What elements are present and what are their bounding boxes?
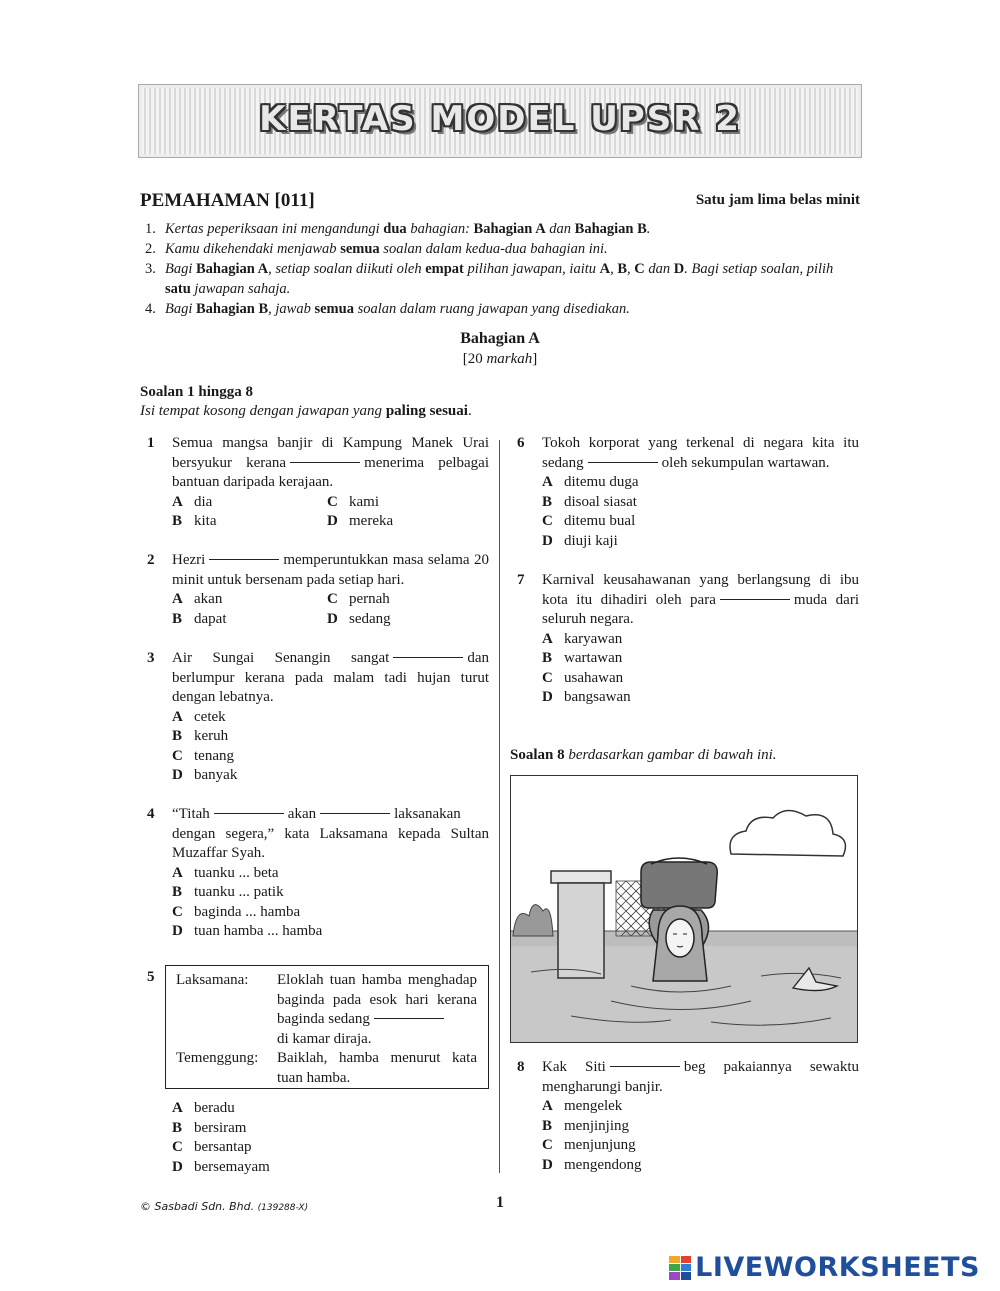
- question-1: 1 Semua mangsa banjir di Kampung Manek Urai bersyukur kerana menerima pelbagai bantuan daripada kerajaan. A dia C kami B kita D mereka: [147, 434, 489, 532]
- option-b[interactable]: B wartawan: [542, 650, 623, 666]
- flood-illustration: [510, 775, 858, 1043]
- option-c[interactable]: C usahawan: [542, 669, 624, 686]
- question-6: 6 Tokoh korporat yang terkenal di negara kita itu sedang oleh sekumpulan wartawan. A ditemu duga B disoal siasat C ditemu bual D diuji kaji: [517, 434, 859, 551]
- question-7: 7 Karnival keusahawanan yang berlangsung di ibu kota itu dihadiri oleh para muda dari seluruh negara. A karyawan B wartawan C usahawan D bangsawan: [517, 571, 859, 708]
- option-a[interactable]: A akan: [172, 591, 223, 607]
- option-d[interactable]: D bersemayam: [172, 1158, 270, 1175]
- option-c[interactable]: C pernah: [327, 591, 390, 607]
- answer-blank[interactable]: [374, 1018, 444, 1019]
- option-d[interactable]: D bangsawan: [542, 689, 631, 705]
- option-a[interactable]: A karyawan: [542, 630, 623, 647]
- option-c[interactable]: C menjunjung: [542, 1137, 636, 1153]
- question-8-intro: Soalan 8 berdasarkan gambar di bawah ini.: [510, 747, 777, 763]
- questions-range-title: Soalan 1 hingga 8: [140, 384, 253, 400]
- speaker-label: Temenggung:: [176, 1050, 259, 1066]
- answer-blank[interactable]: [209, 559, 279, 560]
- option-d[interactable]: D sedang: [327, 610, 391, 627]
- section-marks: [20 markah]: [462, 351, 538, 367]
- banner-title: KERTAS MODEL UPSR 2: [259, 99, 741, 139]
- column-divider: [499, 440, 500, 1173]
- question-5-options: [147, 1099, 489, 1177]
- option-b[interactable]: B menjinjing: [542, 1117, 629, 1134]
- questions-instruction: Isi tempat kosong dengan jawapan yang paling sesuai.: [140, 403, 472, 419]
- option-d[interactable]: D mereka: [327, 513, 394, 529]
- instruction-item: 4. Bagi Bahagian B, jawab semua soalan dalam ruang jawapan yang disediakan.: [145, 301, 630, 317]
- question-2: 2 Hezri memperuntukkan masa selama 20 minit untuk bersenam pada setiap hari. A akan C pernah B dapat D sedang: [147, 551, 489, 629]
- option-b[interactable]: B dapat: [172, 610, 227, 627]
- option-d[interactable]: D diuji kaji: [542, 532, 618, 549]
- instruction-item: 2. Kamu dikehendaki menjawab semua soalan dalam kedua-dua bahagian ini.: [145, 241, 608, 257]
- liveworksheets-wordmark: LIVEWORKSHEETS: [695, 1252, 980, 1283]
- option-c[interactable]: C baginda ... hamba: [172, 903, 301, 920]
- flood-scene-drawing: [511, 776, 857, 1042]
- option-b[interactable]: B kita: [172, 513, 217, 529]
- section-title: Bahagian A: [460, 330, 540, 347]
- instructions-list: [140, 219, 862, 319]
- answer-blank[interactable]: [320, 813, 390, 814]
- copyright-notice: © Sasbadi Sdn. Bhd. (139288-X): [140, 1200, 309, 1213]
- instruction-item: 1. Kertas peperiksaan ini mengandungi dua bahagian: Bahagian A dan Bahagian B.: [145, 221, 651, 237]
- cloud-icon: [730, 810, 845, 856]
- option-b[interactable]: B bersiram: [172, 1119, 247, 1136]
- option-a[interactable]: A dia: [172, 493, 213, 510]
- option-d[interactable]: D tuan hamba ... hamba: [172, 923, 323, 939]
- dialogue-box: [165, 965, 489, 1089]
- option-c[interactable]: C kami: [327, 493, 379, 510]
- exam-duration: Satu jam lima belas minit: [695, 192, 860, 208]
- instruction-item: 3. Bagi Bahagian A, setiap soalan diikuti oleh empat pilihan jawapan, iaitu A, B, C dan D. Bagi setiap soalan, pilih satu jawapan sahaja.: [145, 261, 834, 297]
- option-a[interactable]: A cetek: [172, 708, 226, 725]
- liveworksheets-logo[interactable]: [669, 1252, 980, 1283]
- answer-blank[interactable]: [214, 813, 284, 814]
- option-a[interactable]: A tuanku ... beta: [172, 864, 279, 881]
- page-number: 1: [496, 1194, 504, 1211]
- subject-code: PEMAHAMAN [011]: [140, 190, 315, 211]
- speaker-line: Baiklah, hamba menurut kata tuan hamba.: [277, 1050, 477, 1086]
- question-4: 4 “Titah akan laksanakan dengan segera,” kata Laksamana kepada Sultan Muzaffar Syah. A tuanku ... beta B tuanku ... patik C baginda ... hamba D tuan hamba ... hamba: [147, 805, 489, 942]
- option-c[interactable]: C tenang: [172, 747, 234, 764]
- option-d[interactable]: D mengendong: [542, 1156, 642, 1173]
- answer-blank[interactable]: [393, 657, 463, 658]
- option-b[interactable]: B tuanku ... patik: [172, 884, 284, 900]
- option-d[interactable]: D banyak: [172, 767, 238, 783]
- option-a[interactable]: A mengelek: [542, 1098, 623, 1114]
- option-a[interactable]: A beradu: [172, 1100, 235, 1116]
- answer-blank[interactable]: [610, 1066, 680, 1067]
- answer-blank[interactable]: [720, 599, 790, 600]
- answer-blank[interactable]: [588, 462, 658, 463]
- speaker-line: Eloklah tuan hamba menghadap baginda pada esok hari kerana baginda sedang di kamar diraja.: [277, 972, 477, 1047]
- option-b[interactable]: B keruh: [172, 728, 229, 744]
- pillar-icon: [551, 871, 611, 978]
- title-banner: [138, 84, 862, 158]
- option-a[interactable]: A ditemu duga: [542, 474, 639, 490]
- liveworksheets-icon: [669, 1256, 691, 1280]
- option-b[interactable]: B disoal siasat: [542, 493, 637, 510]
- speaker-label: Laksamana:: [176, 972, 249, 988]
- bush-icon: [513, 905, 553, 936]
- option-c[interactable]: C ditemu bual: [542, 513, 636, 529]
- option-c[interactable]: C bersantap: [172, 1139, 252, 1155]
- question-8: 8 Kak Siti beg pakaiannya sewaktu mengharungi banjir. A mengelek B menjinjing C menjunjung D mengendong: [517, 1058, 859, 1175]
- question-3: 3 Air Sungai Senangin sangat dan berlumpur kerana pada malam tadi hujan turut dengan lebatnya. A cetek B keruh C tenang D banyak: [147, 649, 489, 786]
- answer-blank[interactable]: [290, 462, 360, 463]
